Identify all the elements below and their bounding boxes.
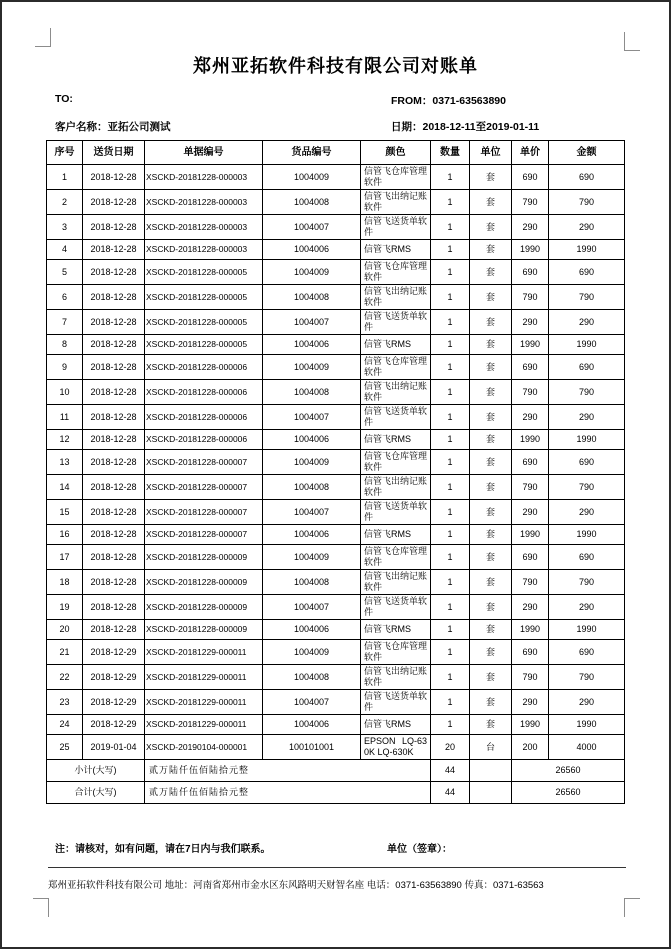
cell-item-no: 1004007 [263,215,361,240]
cell-date: 2018-12-28 [83,570,145,595]
crop-mark-top-right-icon [624,32,640,51]
cell-doc-no: XSCKD-20181229-000011 [145,715,263,735]
table-row [47,215,625,240]
cell-amount: 690 [549,640,625,665]
cell-item-no: 1004008 [263,570,361,595]
date-range-label: 日期：2018-12-11至2019-01-11 [391,121,540,133]
cell-index: 14 [47,475,83,500]
cell-item-no: 1004006 [263,430,361,450]
cell-qty: 1 [431,310,470,335]
cell-price: 290 [512,310,549,335]
cell-amount: 290 [549,405,625,430]
cell-doc-no: XSCKD-20190104-000001 [145,735,263,760]
summary-amount: 26560 [512,782,625,804]
cell-price: 1990 [512,525,549,545]
cell-unit: 套 [470,640,512,665]
cell-color: 信管飞出纳记账软件 [361,380,431,405]
cell-item-no: 1004007 [263,405,361,430]
cell-date: 2018-12-28 [83,525,145,545]
cell-index: 5 [47,260,83,285]
summary-unit [470,760,512,782]
cell-index: 23 [47,690,83,715]
cell-amount: 790 [549,570,625,595]
cell-qty: 1 [431,240,470,260]
cell-index: 9 [47,355,83,380]
table-row [47,355,625,380]
seal-label: 单位（签章）： [387,844,452,855]
cell-color: 信管飞送货单软件 [361,215,431,240]
cell-doc-no: XSCKD-20181228-000006 [145,380,263,405]
cell-date: 2018-12-29 [83,640,145,665]
cell-unit: 套 [470,335,512,355]
cell-price: 690 [512,640,549,665]
cell-doc-no: XSCKD-20181228-000009 [145,570,263,595]
cell-qty: 1 [431,690,470,715]
cell-index: 22 [47,665,83,690]
cell-date: 2018-12-28 [83,285,145,310]
cell-index: 19 [47,595,83,620]
cell-price: 1990 [512,430,549,450]
cell-unit: 套 [470,355,512,380]
cell-qty: 1 [431,335,470,355]
cell-amount: 790 [549,380,625,405]
cell-index: 1 [47,165,83,190]
table-row [47,285,625,310]
col-header-amount: 金额 [549,141,625,165]
table-row [47,665,625,690]
col-header-date: 送货日期 [83,141,145,165]
table-row [47,335,625,355]
cell-price: 1990 [512,620,549,640]
cell-color: 信管飞仓库管理软件 [361,355,431,380]
cell-color: 信管飞仓库管理软件 [361,545,431,570]
cell-doc-no: XSCKD-20181228-000009 [145,620,263,640]
summary-quantity: 44 [431,782,470,804]
cell-unit: 套 [470,690,512,715]
cell-amount: 690 [549,165,625,190]
table-row [47,715,625,735]
cell-qty: 1 [431,260,470,285]
cell-color: 信管飞送货单软件 [361,405,431,430]
cell-item-no: 1004009 [263,545,361,570]
cell-qty: 1 [431,665,470,690]
cell-color: 信管飞送货单软件 [361,595,431,620]
summary-amount: 26560 [512,760,625,782]
cell-date: 2018-12-28 [83,545,145,570]
cell-amount: 690 [549,450,625,475]
cell-index: 24 [47,715,83,735]
cell-doc-no: XSCKD-20181228-000007 [145,525,263,545]
table-row [47,405,625,430]
cell-index: 16 [47,525,83,545]
col-header-qty: 数量 [431,141,470,165]
cell-doc-no: XSCKD-20181228-000005 [145,285,263,310]
cell-color: 信管飞仓库管理软件 [361,450,431,475]
cell-unit: 套 [470,525,512,545]
cell-amount: 690 [549,260,625,285]
cell-doc-no: XSCKD-20181228-000005 [145,310,263,335]
table-header-row [47,141,625,165]
table-row [47,240,625,260]
cell-item-no: 1004007 [263,595,361,620]
cell-doc-no: XSCKD-20181229-000011 [145,640,263,665]
cell-unit: 套 [470,260,512,285]
cell-item-no: 1004008 [263,380,361,405]
col-header-doc-no: 单据编号 [145,141,263,165]
cell-amount: 290 [549,690,625,715]
table-row [47,500,625,525]
cell-unit: 套 [470,430,512,450]
cell-index: 4 [47,240,83,260]
cell-price: 690 [512,450,549,475]
cell-color: 信管飞RMS [361,620,431,640]
summary-label: 合计(大写) [47,782,145,804]
cell-amount: 1990 [549,620,625,640]
cell-date: 2018-12-28 [83,450,145,475]
cell-doc-no: XSCKD-20181228-000006 [145,405,263,430]
crop-mark-bottom-right-icon [624,898,640,917]
page-title: 郑州亚拓软件科技有限公司对账单 [193,56,478,76]
cell-unit: 套 [470,450,512,475]
cell-price: 200 [512,735,549,760]
cell-unit: 套 [470,545,512,570]
cell-date: 2018-12-28 [83,190,145,215]
cell-item-no: 1004007 [263,690,361,715]
cell-date: 2018-12-28 [83,165,145,190]
cell-color: 信管飞送货单软件 [361,690,431,715]
cell-price: 290 [512,500,549,525]
cell-qty: 1 [431,165,470,190]
cell-date: 2018-12-28 [83,500,145,525]
cell-unit: 套 [470,715,512,735]
cell-color: 信管飞送货单软件 [361,500,431,525]
cell-color: 信管飞出纳记账软件 [361,665,431,690]
cell-qty: 20 [431,735,470,760]
cell-item-no: 1004009 [263,640,361,665]
col-header-index: 序号 [47,141,83,165]
cell-unit: 套 [470,620,512,640]
cell-index: 17 [47,545,83,570]
cell-amount: 1990 [549,240,625,260]
cell-item-no: 1004006 [263,240,361,260]
statement-table-body [47,165,625,804]
cell-index: 8 [47,335,83,355]
cell-item-no: 100101001 [263,735,361,760]
cell-qty: 1 [431,475,470,500]
cell-qty: 1 [431,715,470,735]
cell-price: 790 [512,475,549,500]
table-row [47,735,625,760]
col-header-color: 颜色 [361,141,431,165]
cell-qty: 1 [431,525,470,545]
cell-item-no: 1004009 [263,450,361,475]
cell-color: EPSON LQ-630K LQ-630K [361,735,431,760]
summary-row [47,760,625,782]
cell-unit: 台 [470,735,512,760]
cell-color: 信管飞送货单软件 [361,310,431,335]
cell-color: 信管飞仓库管理软件 [361,260,431,285]
cell-color: 信管飞RMS [361,525,431,545]
cell-price: 790 [512,190,549,215]
cell-qty: 1 [431,190,470,215]
cell-item-no: 1004006 [263,620,361,640]
cell-price: 290 [512,215,549,240]
cell-date: 2018-12-28 [83,310,145,335]
cell-unit: 套 [470,665,512,690]
cell-date: 2018-12-29 [83,715,145,735]
cell-price: 690 [512,545,549,570]
cell-qty: 1 [431,405,470,430]
cell-doc-no: XSCKD-20181229-000011 [145,690,263,715]
cell-doc-no: XSCKD-20181228-000007 [145,500,263,525]
cell-color: 信管飞仓库管理软件 [361,640,431,665]
table-row [47,165,625,190]
cell-unit: 套 [470,190,512,215]
cell-index: 10 [47,380,83,405]
to-label: TO: [55,93,73,105]
cell-date: 2018-12-28 [83,405,145,430]
cell-unit: 套 [470,570,512,595]
table-row [47,570,625,595]
cell-amount: 290 [549,215,625,240]
customer-name-label: 客户名称：亚拓公司测试 [55,121,171,133]
cell-price: 1990 [512,715,549,735]
cell-price: 790 [512,380,549,405]
cell-item-no: 1004009 [263,165,361,190]
cell-price: 690 [512,355,549,380]
cell-qty: 1 [431,380,470,405]
statement-table [46,140,625,804]
from-label: FROM：0371-63563890 [391,95,506,107]
table-row [47,450,625,475]
cell-index: 3 [47,215,83,240]
cell-date: 2018-12-28 [83,595,145,620]
cell-date: 2018-12-28 [83,215,145,240]
cell-qty: 1 [431,450,470,475]
cell-amount: 790 [549,665,625,690]
cell-unit: 套 [470,285,512,310]
cell-item-no: 1004006 [263,715,361,735]
cell-date: 2018-12-28 [83,475,145,500]
cell-index: 20 [47,620,83,640]
cell-date: 2018-12-28 [83,240,145,260]
cell-doc-no: XSCKD-20181228-000003 [145,240,263,260]
cell-doc-no: XSCKD-20181228-000009 [145,545,263,570]
summary-amount-in-words: 贰万陆仟伍佰陆拾元整 [145,760,431,782]
table-row [47,545,625,570]
crop-mark-top-left-icon [35,28,51,47]
cell-date: 2018-12-28 [83,260,145,285]
cell-qty: 1 [431,500,470,525]
col-header-price: 单价 [512,141,549,165]
table-row [47,380,625,405]
cell-date: 2018-12-28 [83,620,145,640]
table-row [47,640,625,665]
cell-amount: 290 [549,595,625,620]
cell-doc-no: XSCKD-20181228-000005 [145,260,263,285]
cell-doc-no: XSCKD-20181228-000006 [145,430,263,450]
cell-price: 790 [512,665,549,690]
cell-price: 690 [512,165,549,190]
cell-index: 18 [47,570,83,595]
cell-item-no: 1004008 [263,475,361,500]
cell-date: 2018-12-28 [83,335,145,355]
cell-price: 790 [512,285,549,310]
company-footer-info: 郑州亚拓软件科技有限公司 地址：河南省郑州市金水区东风路明天财智名座 电话：0371-63563890 传真：0371-63563 [48,880,544,891]
cell-qty: 1 [431,545,470,570]
cell-color: 信管飞RMS [361,715,431,735]
cell-item-no: 1004008 [263,190,361,215]
cell-price: 790 [512,570,549,595]
summary-label: 小计(大写) [47,760,145,782]
cell-price: 290 [512,595,549,620]
crop-mark-bottom-left-icon [33,898,49,917]
cell-item-no: 1004006 [263,525,361,545]
summary-unit [470,782,512,804]
cell-date: 2019-01-04 [83,735,145,760]
table-row [47,260,625,285]
cell-doc-no: XSCKD-20181228-000009 [145,595,263,620]
summary-quantity: 44 [431,760,470,782]
cell-color: 信管飞仓库管理软件 [361,165,431,190]
table-row [47,525,625,545]
cell-color: 信管飞出纳记账软件 [361,190,431,215]
cell-doc-no: XSCKD-20181228-000005 [145,335,263,355]
cell-date: 2018-12-28 [83,380,145,405]
cell-date: 2018-12-28 [83,430,145,450]
col-header-unit: 单位 [470,141,512,165]
cell-qty: 1 [431,570,470,595]
table-row [47,310,625,335]
cell-doc-no: XSCKD-20181228-000007 [145,450,263,475]
cell-amount: 690 [549,355,625,380]
cell-amount: 690 [549,545,625,570]
cell-item-no: 1004008 [263,665,361,690]
cell-unit: 套 [470,215,512,240]
cell-item-no: 1004008 [263,285,361,310]
cell-date: 2018-12-29 [83,665,145,690]
cell-doc-no: XSCKD-20181228-000003 [145,215,263,240]
note-text: 注：请核对，如有问题，请在7日内与我们联系。 [55,844,271,855]
cell-doc-no: XSCKD-20181228-000003 [145,165,263,190]
cell-amount: 790 [549,475,625,500]
cell-price: 290 [512,690,549,715]
cell-qty: 1 [431,430,470,450]
cell-unit: 套 [470,405,512,430]
cell-index: 7 [47,310,83,335]
cell-index: 15 [47,500,83,525]
table-row [47,690,625,715]
cell-qty: 1 [431,285,470,310]
cell-color: 信管飞RMS [361,240,431,260]
cell-index: 13 [47,450,83,475]
summary-row [47,782,625,804]
cell-index: 2 [47,190,83,215]
cell-item-no: 1004007 [263,500,361,525]
cell-color: 信管飞出纳记账软件 [361,475,431,500]
cell-amount: 1990 [549,715,625,735]
cell-price: 690 [512,260,549,285]
cell-qty: 1 [431,215,470,240]
table-row [47,595,625,620]
cell-item-no: 1004006 [263,335,361,355]
cell-unit: 套 [470,475,512,500]
cell-qty: 1 [431,595,470,620]
cell-item-no: 1004009 [263,260,361,285]
cell-qty: 1 [431,620,470,640]
cell-doc-no: XSCKD-20181228-000006 [145,355,263,380]
cell-unit: 套 [470,240,512,260]
cell-index: 12 [47,430,83,450]
cell-unit: 套 [470,380,512,405]
cell-price: 290 [512,405,549,430]
table-row [47,430,625,450]
cell-price: 1990 [512,240,549,260]
col-header-item-no: 货品编号 [263,141,361,165]
cell-amount: 1990 [549,335,625,355]
footer-divider [48,867,626,868]
cell-unit: 套 [470,500,512,525]
cell-amount: 790 [549,190,625,215]
cell-qty: 1 [431,355,470,380]
cell-date: 2018-12-29 [83,690,145,715]
cell-index: 21 [47,640,83,665]
cell-unit: 套 [470,165,512,190]
cell-amount: 290 [549,310,625,335]
cell-amount: 790 [549,285,625,310]
cell-color: 信管飞出纳记账软件 [361,285,431,310]
table-row [47,620,625,640]
cell-doc-no: XSCKD-20181228-000003 [145,190,263,215]
cell-color: 信管飞出纳记账软件 [361,570,431,595]
summary-amount-in-words: 贰万陆仟伍佰陆拾元整 [145,782,431,804]
cell-doc-no: XSCKD-20181229-000011 [145,665,263,690]
cell-qty: 1 [431,640,470,665]
cell-item-no: 1004009 [263,355,361,380]
cell-index: 6 [47,285,83,310]
cell-amount: 1990 [549,430,625,450]
cell-color: 信管飞RMS [361,430,431,450]
cell-index: 25 [47,735,83,760]
cell-doc-no: XSCKD-20181228-000007 [145,475,263,500]
cell-item-no: 1004007 [263,310,361,335]
cell-amount: 1990 [549,525,625,545]
cell-color: 信管飞RMS [361,335,431,355]
table-row [47,190,625,215]
cell-price: 1990 [512,335,549,355]
cell-amount: 290 [549,500,625,525]
cell-unit: 套 [470,595,512,620]
table-row [47,475,625,500]
cell-index: 11 [47,405,83,430]
cell-date: 2018-12-28 [83,355,145,380]
cell-unit: 套 [470,310,512,335]
cell-amount: 4000 [549,735,625,760]
